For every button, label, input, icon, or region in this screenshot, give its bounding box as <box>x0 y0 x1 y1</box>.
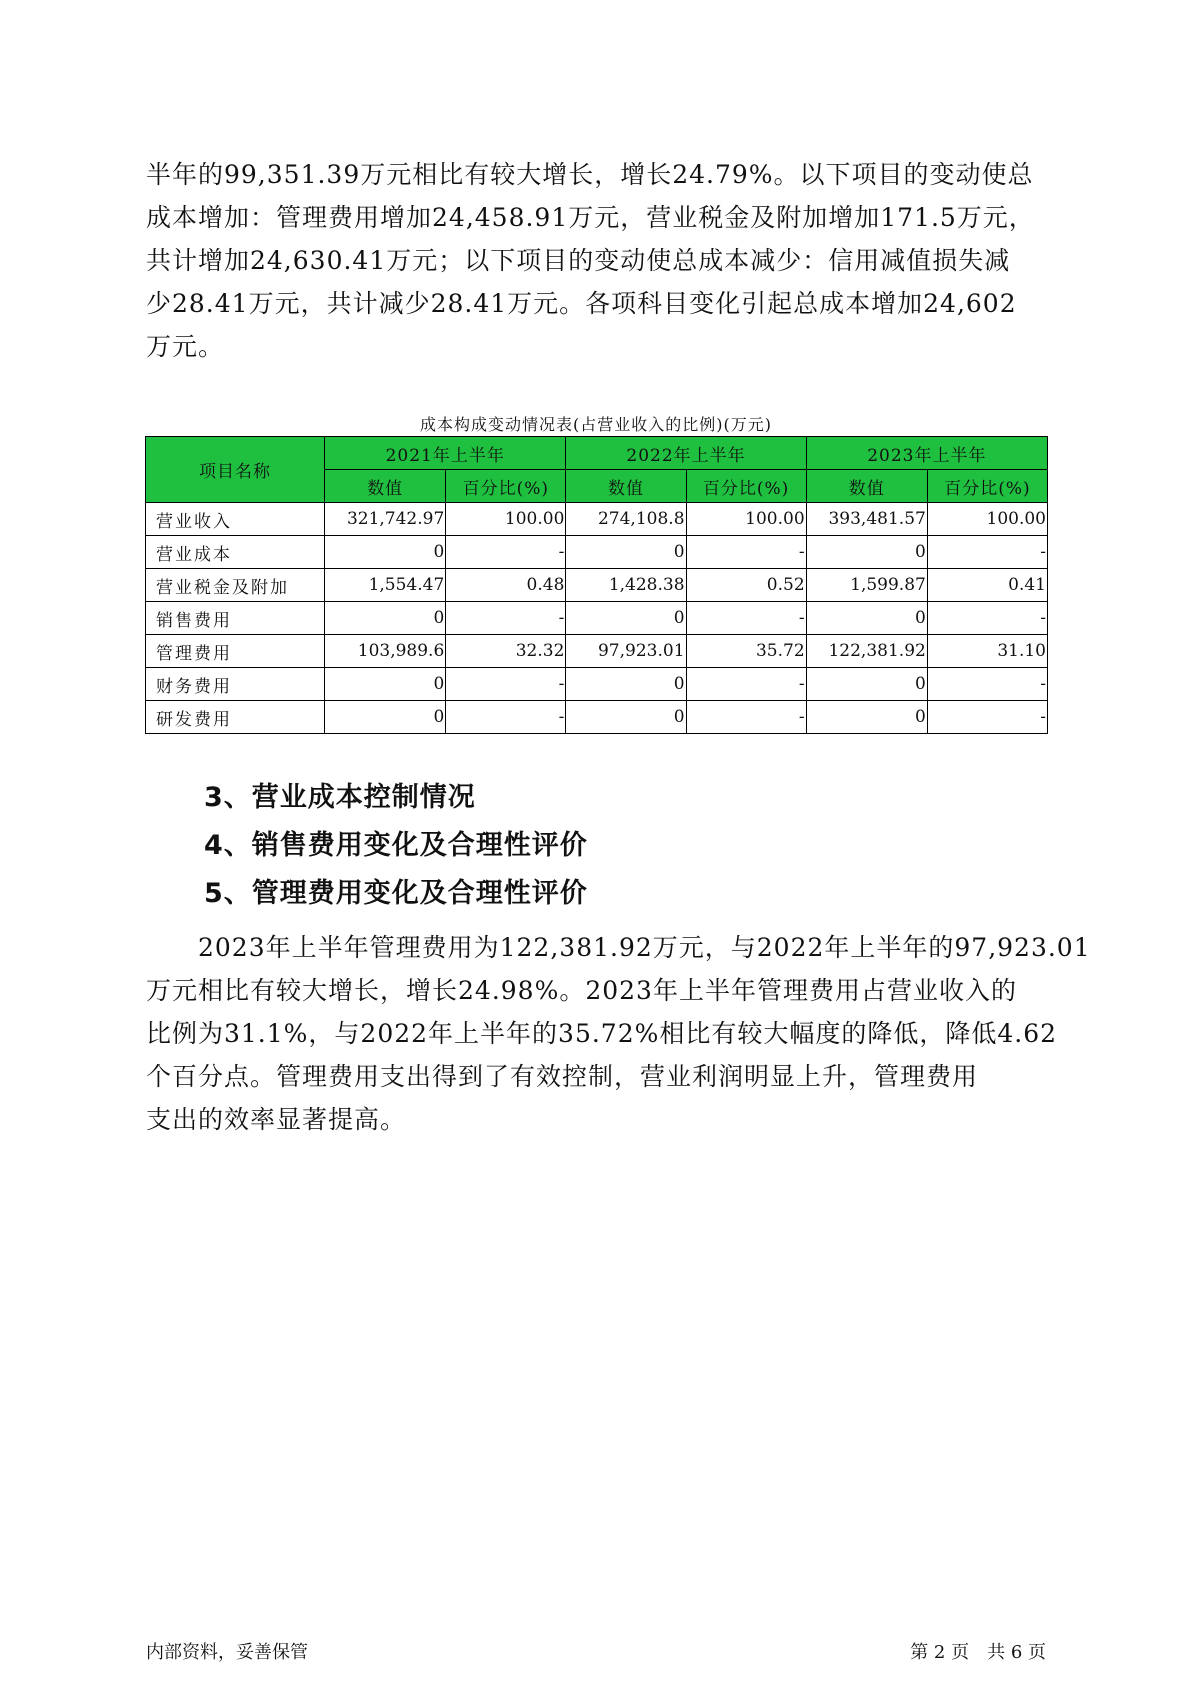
header-value: 数值 <box>806 470 927 503</box>
cell-value: 1,428.38 <box>566 569 686 602</box>
cell-percent: - <box>927 701 1047 734</box>
header-value: 数值 <box>325 470 446 503</box>
row-label: 营业税金及附加 <box>146 569 325 602</box>
text-line: 2023年上半年管理费用为122,381.92万元，与2022年上半年的97,923.01 <box>146 933 1091 962</box>
cell-percent: 100.00 <box>927 503 1047 536</box>
cell-value: 0 <box>806 536 927 569</box>
row-label: 研发费用 <box>146 701 325 734</box>
row-label: 销售费用 <box>146 602 325 635</box>
cell-percent: 100.00 <box>446 503 566 536</box>
row-label: 营业收入 <box>146 503 325 536</box>
cell-value: 0 <box>325 536 446 569</box>
cell-value: 103,989.6 <box>325 635 446 668</box>
cell-percent: 0.41 <box>927 569 1047 602</box>
text-line: 半年的99,351.39万元相比有较大增长，增长24.79%。以下项目的变动使总 <box>146 160 1034 189</box>
cell-value: 274,108.8 <box>566 503 686 536</box>
table-body <box>146 503 1048 734</box>
cell-percent: 0.48 <box>446 569 566 602</box>
table-caption: 成本构成变动情况表(占营业收入的比例)(万元) <box>420 415 772 434</box>
cell-percent: - <box>686 701 806 734</box>
footer-page-number: 第 2 页 共 6 页 <box>910 1642 1046 1663</box>
section-heading-3: 3、营业成本控制情况 <box>204 782 476 813</box>
cell-percent: 0.52 <box>686 569 806 602</box>
row-label: 管理费用 <box>146 635 325 668</box>
table-row <box>146 536 1048 569</box>
cell-value: 0 <box>566 602 686 635</box>
cell-percent: - <box>927 668 1047 701</box>
cell-percent: - <box>927 536 1047 569</box>
row-label: 财务费用 <box>146 668 325 701</box>
header-year: 2021年上半年 <box>325 437 566 470</box>
row-label: 营业成本 <box>146 536 325 569</box>
cell-value: 1,599.87 <box>806 569 927 602</box>
cell-percent: - <box>686 668 806 701</box>
paragraph-admin-expense <box>146 926 1091 1141</box>
text-line: 比例为31.1%，与2022年上半年的35.72%相比有较大幅度的降低，降低4.62 <box>146 1019 1058 1048</box>
cell-percent: 32.32 <box>446 635 566 668</box>
header-year: 2022年上半年 <box>566 437 806 470</box>
header-item-name: 项目名称 <box>146 437 325 503</box>
paragraph-cost-change <box>146 153 1046 368</box>
cell-percent: - <box>446 668 566 701</box>
cell-value: 122,381.92 <box>806 635 927 668</box>
footer-confidential-note: 内部资料，妥善保管 <box>146 1642 308 1663</box>
cell-value: 0 <box>325 668 446 701</box>
header-year: 2023年上半年 <box>806 437 1047 470</box>
text-line: 支出的效率显著提高。 <box>146 1105 407 1134</box>
cell-value: 0 <box>325 602 446 635</box>
header-percent: 百分比(%) <box>927 470 1047 503</box>
cell-value: 0 <box>566 668 686 701</box>
cell-percent: - <box>446 602 566 635</box>
table-row <box>146 569 1048 602</box>
cell-percent: 100.00 <box>686 503 806 536</box>
text-line: 共计增加24,630.41万元；以下项目的变动使总成本减少：信用减值损失减 <box>146 246 1011 275</box>
table-row <box>146 602 1048 635</box>
cell-value: 0 <box>566 701 686 734</box>
section-heading-4: 4、销售费用变化及合理性评价 <box>204 830 588 861</box>
cell-percent: - <box>686 536 806 569</box>
text-line: 少28.41万元，共计减少28.41万元。各项科目变化引起总成本增加24,602 <box>146 289 1017 318</box>
table-row <box>146 503 1048 536</box>
header-percent: 百分比(%) <box>446 470 566 503</box>
text-line: 个百分点。管理费用支出得到了有效控制，营业利润明显上升，管理费用 <box>146 1062 979 1091</box>
cell-value: 0 <box>566 536 686 569</box>
header-percent: 百分比(%) <box>686 470 806 503</box>
cell-percent: - <box>927 602 1047 635</box>
header-value: 数值 <box>566 470 686 503</box>
cell-value: 1,554.47 <box>325 569 446 602</box>
cell-value: 0 <box>325 701 446 734</box>
cell-value: 0 <box>806 602 927 635</box>
cost-structure-table <box>145 436 1048 734</box>
cell-percent: 31.10 <box>927 635 1047 668</box>
cell-value: 97,923.01 <box>566 635 686 668</box>
cell-percent: - <box>686 602 806 635</box>
text-line: 万元。 <box>146 332 225 361</box>
table-row <box>146 701 1048 734</box>
table-row <box>146 635 1048 668</box>
text-line: 万元相比有较大增长，增长24.98%。2023年上半年管理费用占营业收入的 <box>146 976 1017 1005</box>
cell-percent: - <box>446 701 566 734</box>
cell-value: 0 <box>806 701 927 734</box>
cell-percent: 35.72 <box>686 635 806 668</box>
table-row <box>146 668 1048 701</box>
cell-percent: - <box>446 536 566 569</box>
text-line: 成本增加：管理费用增加24,458.91万元，营业税金及附加增加171.5万元， <box>146 203 1035 232</box>
cell-value: 321,742.97 <box>325 503 446 536</box>
section-heading-5: 5、管理费用变化及合理性评价 <box>204 878 588 909</box>
cell-value: 0 <box>806 668 927 701</box>
cell-value: 393,481.57 <box>806 503 927 536</box>
